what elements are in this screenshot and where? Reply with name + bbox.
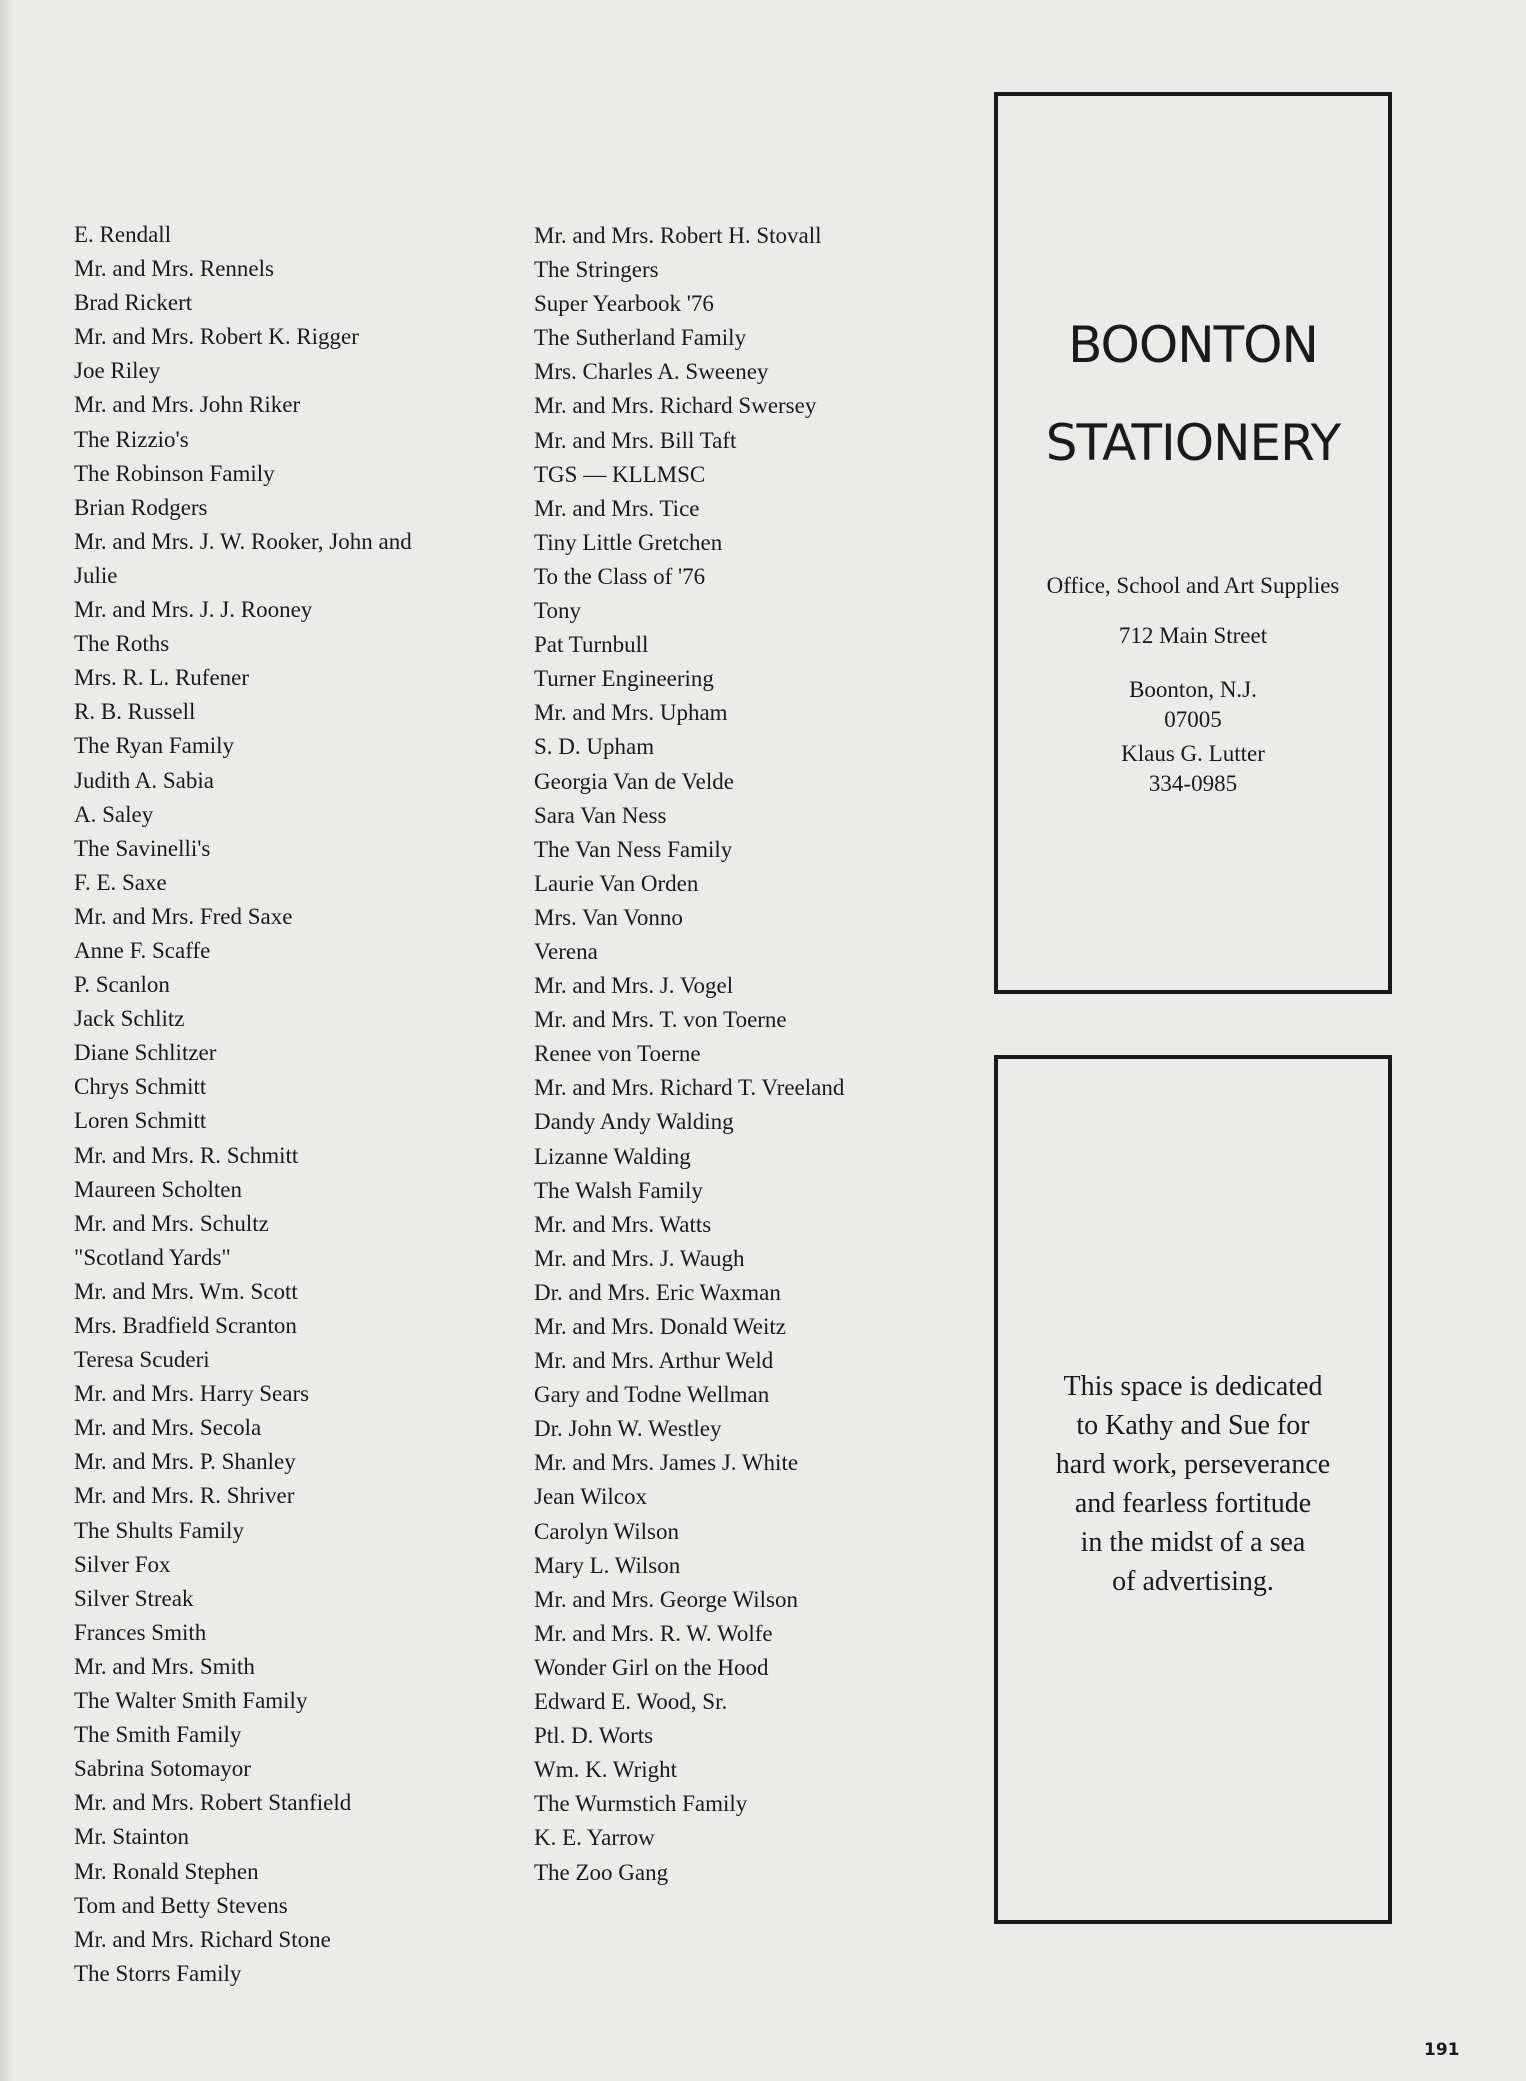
patron-name: The Van Ness Family [534, 836, 733, 862]
patron-name: The Walsh Family [534, 1177, 703, 1203]
patron-name: Mrs. Bradfield Scranton [74, 1313, 297, 1338]
patron-name: Laurie Van Orden [534, 870, 699, 896]
patron-name: Silver Fox [74, 1551, 171, 1577]
patron-name: The Zoo Gang [534, 1859, 669, 1885]
patron-name: Turner Engineering [534, 666, 714, 692]
patron-name: Mr. and Mrs. Donald Weitz [534, 1314, 786, 1339]
patron-name: Brad Rickert [74, 290, 193, 316]
patron-name: Mr. and Mrs. T. von Toerne [534, 1007, 787, 1033]
patron-name: Jean Wilcox [534, 1484, 647, 1510]
patron-name: Mr. and Mrs. Richard T. Vreeland [534, 1075, 845, 1101]
patron-name: Brian Rodgers [74, 494, 208, 520]
patron-name: Tiny Little Gretchen [534, 529, 723, 555]
patron-name: A. Saley [74, 801, 154, 827]
patron-name: Mr. and Mrs. Robert H. Stovall [534, 223, 822, 248]
ad-phone: 334-0985 [1148, 771, 1238, 796]
dedication-line: to Kathy and Sue for [1076, 1410, 1310, 1441]
dedication-line: hard work, perseverance [1055, 1449, 1331, 1480]
patron-name: Jack Schlitz [74, 1006, 185, 1032]
patron-name: Super Yearbook '76 [534, 291, 714, 317]
ad-zip: 07005 [1164, 707, 1222, 732]
patron-name: The Ryan Family [74, 733, 235, 759]
patron-name: The Wurmstich Family [534, 1791, 748, 1817]
ad-city: Boonton, N.J. [1129, 677, 1257, 702]
patron-name: Diane Schlitzer [74, 1040, 217, 1066]
patron-name: Mr. and Mrs. P. Shanley [74, 1449, 296, 1475]
patron-name: Mr. and Mrs. Robert K. Rigger [74, 324, 359, 350]
patron-name: Mr. and Mrs. J. Vogel [534, 973, 734, 999]
patron-name: R. B. Russell [74, 699, 196, 725]
patron-name: Sabrina Sotomayor [74, 1756, 251, 1782]
patron-name: Mrs. Van Vonno [534, 904, 683, 930]
patron-name: Renee von Toerne [534, 1041, 701, 1067]
patron-name: Wonder Girl on the Hood [534, 1654, 769, 1680]
patron-name: Ptl. D. Worts [534, 1723, 654, 1749]
patron-name: Frances Smith [74, 1619, 207, 1645]
patron-name: Chrys Schmitt [74, 1074, 207, 1100]
patron-name: Mr. and Mrs. J. Waugh [534, 1245, 745, 1271]
patron-name: Mr. and Mrs. Schultz [74, 1210, 269, 1236]
patron-name: Mr. and Mrs. R. Schmitt [74, 1142, 299, 1168]
patron-name: Maureen Scholten [74, 1176, 242, 1202]
patron-name: "Scotland Yards" [74, 1244, 231, 1270]
page-binding-edge [0, 0, 14, 2081]
patron-name: Mr. and Mrs. Richard Stone [74, 1926, 331, 1952]
patron-name: Mr. and Mrs. J. W. Rooker, John and [74, 528, 412, 554]
dedication-line: and fearless fortitude [1074, 1488, 1312, 1519]
patron-name: Mr. and Mrs. Fred Saxe [74, 903, 293, 929]
patron-name: Mary L. Wilson [534, 1552, 681, 1578]
patron-name: Mrs. Charles A. Sweeney [534, 359, 769, 385]
patron-name: Mr. and Mrs. Watts [534, 1211, 712, 1237]
patron-name: To the Class of '76 [534, 563, 706, 589]
patron-name: Mr. and Mrs. R. W. Wolfe [534, 1620, 773, 1646]
patron-name: Carolyn Wilson [534, 1518, 679, 1544]
ad-title-line2: STATIONERY [1045, 414, 1341, 472]
patron-name: Silver Streak [74, 1585, 194, 1611]
patron-name: Georgia Van de Velde [534, 768, 734, 794]
boonton-stationery-ad [994, 92, 1392, 994]
dedication-line: of advertising. [1112, 1566, 1274, 1597]
patron-name: The Stringers [534, 257, 659, 283]
page-number: 191 [1424, 2040, 1460, 2060]
patron-name: E. Rendall [74, 222, 172, 247]
patron-name: Wm. K. Wright [534, 1757, 678, 1783]
patron-name: S. D. Upham [534, 734, 655, 760]
patron-name: Tony [534, 598, 581, 624]
patron-name: Mr. and Mrs. R. Shriver [74, 1483, 295, 1509]
patron-name: Mr. and Mrs. Arthur Weld [534, 1348, 774, 1374]
patron-name: Mr. and Mrs. Secola [74, 1415, 262, 1441]
patron-name: Verena [534, 938, 598, 964]
patron-name: Mr. Ronald Stephen [74, 1858, 259, 1884]
patron-name: K. E. Yarrow [534, 1825, 655, 1851]
patron-name: Mr. and Mrs. Upham [534, 700, 728, 726]
patron-name: The Sutherland Family [534, 325, 747, 351]
patron-name: Mr. and Mrs. George Wilson [534, 1586, 798, 1612]
patron-name: Mrs. R. L. Rufener [74, 665, 250, 691]
patron-name: Joe Riley [74, 358, 161, 384]
patron-name: Mr. and Mrs. Tice [534, 495, 700, 521]
patron-name: Mr. and Mrs. Bill Taft [534, 427, 737, 453]
patron-name: P. Scanlon [74, 972, 170, 998]
dedication-line: in the midst of a sea [1080, 1527, 1306, 1558]
dedication-text [998, 1367, 1388, 1601]
patron-name: Loren Schmitt [74, 1108, 207, 1134]
patron-list-middle [534, 219, 954, 1890]
patron-name: Mr. and Mrs. Wm. Scott [74, 1278, 298, 1304]
patron-name: Edward E. Wood, Sr. [534, 1689, 728, 1715]
patron-name: Mr. and Mrs. Richard Swersey [534, 393, 817, 419]
patron-name: Teresa Scuderi [74, 1347, 210, 1373]
patron-name: Dandy Andy Walding [534, 1109, 734, 1135]
patron-name: The Walter Smith Family [74, 1688, 308, 1714]
patron-name: Mr. Stainton [74, 1824, 190, 1850]
dedication-box [994, 1055, 1392, 1924]
ad-tagline: Office, School and Art Supplies [1046, 573, 1340, 598]
patron-name: The Shults Family [74, 1517, 244, 1543]
patron-name: Mr. and Mrs. Harry Sears [74, 1381, 310, 1407]
patron-name: Judith A. Sabia [74, 767, 214, 793]
patron-name: F. E. Saxe [74, 869, 167, 895]
patron-name: Dr. and Mrs. Eric Waxman [534, 1279, 781, 1305]
patron-name: The Storrs Family [74, 1960, 242, 1986]
patron-name: The Smith Family [74, 1722, 242, 1748]
patron-name: Gary and Todne Wellman [534, 1382, 770, 1408]
patron-name: Sara Van Ness [534, 802, 667, 828]
ad-street: 712 Main Street [1118, 623, 1268, 648]
patron-name: The Robinson Family [74, 460, 275, 486]
patron-name: Mr. and Mrs. Robert Stanfield [74, 1790, 352, 1816]
patron-name: Tom and Betty Stevens [74, 1892, 288, 1918]
patron-name: Lizanne Walding [534, 1143, 691, 1169]
patron-name: The Rizzio's [74, 426, 189, 452]
patron-name: TGS — KLLMSC [534, 461, 706, 487]
ad-contact: Klaus G. Lutter [1121, 741, 1265, 766]
patron-name: Pat Turnbull [534, 632, 649, 658]
patron-name: Mr. and Mrs. J. J. Rooney [74, 597, 313, 623]
ad-title-line1: BOONTON [1068, 316, 1318, 374]
patron-name: Mr. and Mrs. James J. White [534, 1450, 799, 1476]
patron-name: Dr. John W. Westley [534, 1416, 722, 1442]
patron-name: Mr. and Mrs. Rennels [74, 256, 274, 282]
patron-name: Mr. and Mrs. Smith [74, 1653, 255, 1679]
patron-name: Mr. and Mrs. John Riker [74, 392, 301, 418]
dedication-line: This space is dedicated [1063, 1371, 1323, 1402]
patron-name: The Roths [74, 631, 170, 657]
patron-name: Julie [74, 562, 118, 588]
patron-name: The Savinelli's [74, 835, 211, 861]
patron-name: Anne F. Scaffe [74, 937, 211, 963]
patron-list-left [74, 218, 484, 1991]
